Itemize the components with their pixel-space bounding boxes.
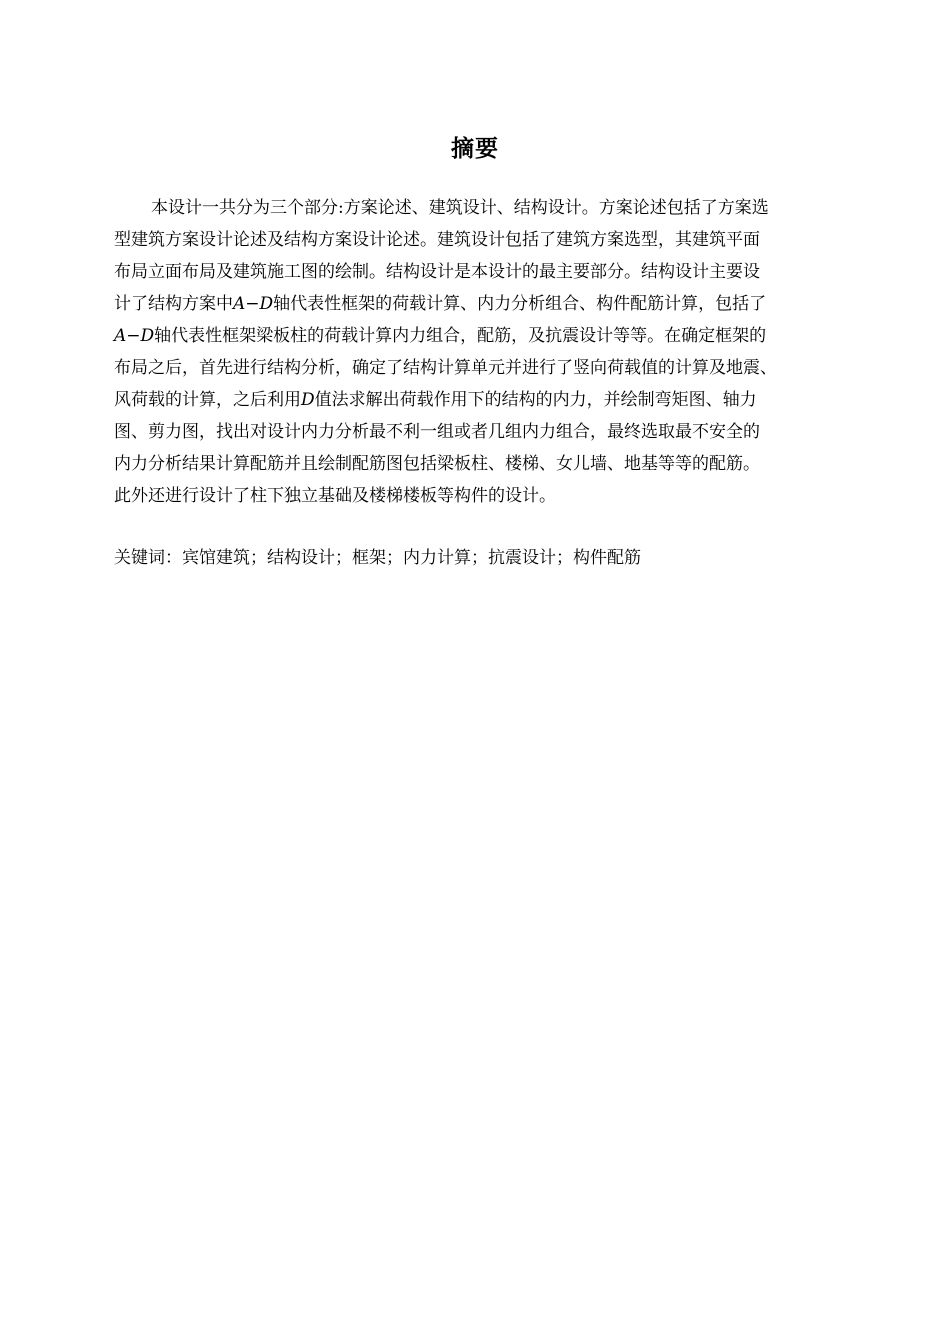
- abstract-line-7-math: D: [301, 390, 315, 410]
- abstract-line-3: 布局立面布局及建筑施工图的绘制。结构设计是本设计的最主要部分。结构设计主要设: [114, 262, 760, 282]
- abstract-line-1: 本设计一共分为三个部分:方案论述、建筑设计、结构设计。方案论述包括了方案选: [151, 198, 769, 218]
- abstract-line-4: [114, 288, 874, 320]
- abstract-line-4-text-a: 计了结构方案中: [114, 294, 233, 314]
- abstract-line-7: [114, 384, 874, 416]
- abstract-line-4-math: A−D: [233, 294, 274, 314]
- abstract-line-7-text-a: 风荷载的计算，之后利用: [114, 390, 301, 410]
- abstract-line-8: 图、剪力图，找出对设计内力分析最不利一组或者几组内力组合，最终选取最不安全的: [114, 422, 760, 442]
- abstract-line-7-text-b: 值法求解出荷载作用下的结构的内力，并绘制弯矩图、轴力: [314, 390, 757, 410]
- keywords-line: 关键词：宾馆建筑；结构设计；框架；内力计算；抗震设计；构件配筋: [114, 548, 641, 568]
- abstract-line-5: [114, 320, 874, 352]
- abstract-line-5-math: A−D: [114, 326, 155, 346]
- abstract-line-5-text-b: 轴代表性框架梁板柱的荷载计算内力组合，配筋，及抗震设计等等。在确定框架的: [154, 326, 767, 346]
- abstract-line-2: 型建筑方案设计论述及结构方案设计论述。建筑设计包括了建筑方案选型，其建筑平面: [114, 230, 760, 250]
- abstract-line-4-text-b: 轴代表性框架的荷载计算、内力分析组合、构件配筋计算，包括了: [273, 294, 767, 314]
- page-title: 摘要: [451, 136, 499, 162]
- abstract-body: [114, 192, 874, 512]
- abstract-line-6: 布局之后，首先进行结构分析，确定了结构计算单元并进行了竖向荷载值的计算及地震、: [114, 358, 777, 378]
- abstract-line-10: 此外还进行设计了柱下独立基础及楼梯楼板等构件的设计。: [114, 486, 556, 506]
- abstract-line-9: 内力分析结果计算配筋并且绘制配筋图包括梁板柱、楼梯、女儿墙、地基等等的配筋。: [114, 454, 760, 474]
